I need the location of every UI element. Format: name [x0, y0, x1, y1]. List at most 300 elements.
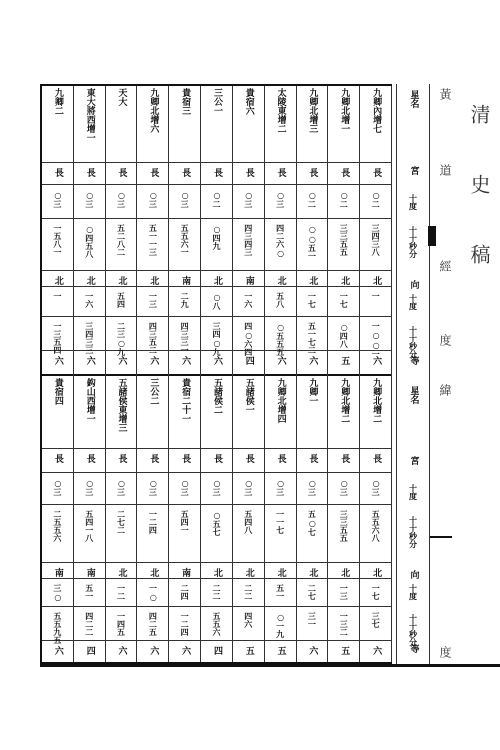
latitude-minsec	[328, 612, 359, 636]
latitude-direction-text: 北	[307, 568, 318, 577]
longitude-degree	[137, 190, 168, 208]
magnitude-grade	[106, 646, 137, 655]
latitude-direction-text: 南	[180, 568, 191, 577]
longitude-degree	[106, 478, 137, 496]
magnitude-grade	[360, 646, 391, 655]
magnitude-grade-text: 六	[371, 646, 382, 655]
label-lat-degree-lower: 十度	[408, 584, 419, 600]
palace-cell	[360, 454, 391, 463]
magnitude-grade	[201, 356, 232, 365]
latitude-direction	[265, 276, 296, 285]
latitude-degree-text: ○八	[211, 292, 222, 310]
longitude-degree	[233, 478, 264, 496]
magnitude-grade-text: 六	[148, 356, 159, 365]
latitude-degree	[328, 292, 359, 308]
latitude-minsec-text: ○五五五	[275, 322, 286, 356]
latitude-minsec	[74, 322, 105, 354]
star-name-text: 九卿北增一	[339, 88, 350, 133]
latitude-minsec	[265, 322, 296, 356]
star-name-text: 貴宿三	[180, 88, 191, 115]
palace-cell	[360, 168, 391, 177]
magnitude-grade	[74, 356, 105, 365]
star-table	[42, 86, 392, 662]
latitude-direction	[201, 276, 232, 285]
palace-cell-text: 長	[339, 168, 350, 177]
longitude-minsec-text: ○○五一	[307, 224, 318, 260]
longitude-minsec	[137, 510, 168, 534]
palace-cell-text: 長	[371, 454, 382, 463]
longitude-degree-text: ○三	[52, 478, 63, 496]
latitude-minsec-text: ○四八	[339, 322, 350, 348]
latitude-degree	[360, 584, 391, 600]
magnitude-grade	[42, 646, 73, 655]
latitude-direction	[74, 276, 105, 285]
palace-cell-text: 長	[307, 454, 318, 463]
magnitude-grade	[169, 356, 200, 365]
bottom-rule	[40, 664, 500, 667]
magnitude-grade	[265, 646, 296, 655]
longitude-degree-text: ○三	[339, 478, 350, 496]
magnitude-grade-text: 五	[243, 646, 254, 655]
star-column	[137, 86, 169, 662]
magnitude-grade	[233, 646, 264, 655]
palace-cell-text: 長	[148, 168, 159, 177]
star-column	[328, 86, 360, 662]
latitude-minsec	[297, 322, 328, 354]
label-lat-minsec-lower: 十十秒分	[408, 614, 419, 646]
latitude-degree	[74, 584, 105, 600]
longitude-minsec-text: 五○七	[307, 510, 318, 536]
latitude-direction	[233, 276, 264, 285]
latitude-direction	[42, 568, 73, 577]
star-column	[74, 86, 106, 662]
latitude-direction	[106, 568, 137, 577]
latitude-minsec	[297, 612, 328, 628]
star-name	[297, 88, 328, 133]
label-minsec-lower: 十十秒分	[408, 516, 419, 548]
latitude-direction	[137, 276, 168, 285]
latitude-degree	[297, 292, 328, 308]
longitude-degree	[106, 190, 137, 208]
latitude-degree	[297, 584, 328, 600]
longitude-degree	[265, 478, 296, 496]
longitude-minsec	[233, 224, 264, 256]
magnitude-grade	[265, 356, 296, 365]
longitude-degree	[297, 478, 328, 496]
palace-cell-text: 長	[275, 454, 286, 463]
magnitude-grade-text: 六	[180, 356, 191, 365]
longitude-degree	[297, 190, 328, 208]
magnitude-grade-text: 六	[180, 646, 191, 655]
label-palace-upper: 宮	[408, 166, 419, 175]
star-name	[169, 378, 200, 423]
magnitude-grade	[297, 646, 328, 655]
latitude-minsec-text: 五一七二	[307, 322, 318, 354]
star-name	[360, 378, 391, 423]
margin-black-mark	[428, 226, 436, 246]
latitude-degree-text: 一○	[148, 584, 159, 602]
star-column	[297, 86, 329, 662]
longitude-minsec	[201, 510, 232, 536]
palace-cell	[137, 168, 168, 177]
star-name	[201, 378, 232, 414]
palace-cell	[42, 454, 73, 463]
latitude-degree-text: 一三	[148, 292, 159, 308]
latitude-degree-text: 五四	[116, 292, 127, 308]
side-label-top: 黃	[438, 88, 452, 100]
side-label-du: 度	[438, 334, 452, 346]
longitude-minsec-text: ○五七	[211, 510, 222, 536]
side-heading-column	[434, 84, 494, 664]
latitude-degree	[106, 584, 137, 600]
side-label-wei: 緯	[438, 384, 452, 396]
palace-cell	[328, 454, 359, 463]
longitude-degree-text: ○三	[275, 478, 286, 496]
longitude-degree	[137, 478, 168, 496]
palace-cell-text: 長	[339, 454, 350, 463]
palace-cell	[297, 454, 328, 463]
magnitude-grade-text: 五	[339, 646, 350, 655]
longitude-degree-text: ○三	[84, 478, 95, 496]
latitude-direction	[233, 568, 264, 577]
star-name	[137, 88, 168, 133]
star-name-text: 五諸侯二	[211, 378, 222, 414]
longitude-degree-text: ○三	[211, 478, 222, 496]
palace-cell	[106, 168, 137, 177]
latitude-degree-text: 二九	[180, 292, 191, 308]
latitude-direction-text: 北	[275, 276, 286, 285]
latitude-minsec-text: 三四三三	[84, 322, 95, 354]
star-name	[233, 88, 264, 115]
latitude-degree	[42, 292, 73, 300]
margin-title-gao: 稿	[467, 244, 491, 264]
latitude-degree-text: 五一	[84, 584, 95, 600]
longitude-degree-text: ○三	[243, 190, 254, 208]
latitude-degree	[233, 292, 264, 308]
palace-cell	[169, 168, 200, 177]
magnitude-grade-text: 六	[148, 646, 159, 655]
longitude-minsec	[74, 224, 105, 258]
longitude-minsec	[265, 510, 296, 534]
latitude-minsec	[106, 612, 137, 636]
latitude-direction	[201, 568, 232, 577]
palace-cell-text: 長	[211, 168, 222, 177]
label-palace-lower: 宮	[408, 456, 419, 465]
latitude-direction	[106, 276, 137, 285]
longitude-degree-text: ○三	[116, 190, 127, 208]
magnitude-grade-text: 六	[275, 356, 286, 365]
latitude-direction	[360, 568, 391, 577]
star-name	[328, 378, 359, 423]
longitude-degree-text: ○三	[180, 478, 191, 496]
latitude-degree-text: 一七	[307, 292, 318, 308]
label-minsec-upper: 十十秒分	[408, 226, 419, 258]
magnitude-grade-text: 四	[211, 646, 222, 655]
magnitude-grade	[137, 356, 168, 365]
longitude-minsec-text: 二五五六	[52, 510, 63, 542]
star-name-text: 鈎山西增一	[84, 378, 95, 423]
longitude-degree-text: ○三	[243, 478, 254, 496]
longitude-minsec-text: 一一七	[275, 510, 286, 534]
star-name-text: 九卿一	[307, 378, 318, 405]
latitude-direction-text: 南	[243, 276, 254, 285]
star-column	[42, 86, 74, 662]
magnitude-grade	[201, 646, 232, 655]
latitude-minsec-text: 四三三一	[180, 322, 191, 354]
longitude-degree	[201, 478, 232, 496]
palace-cell	[137, 454, 168, 463]
magnitude-grade-text: 六	[211, 356, 222, 365]
label-grade-lower: 等	[408, 644, 419, 653]
latitude-degree-text: 二二	[243, 584, 254, 600]
longitude-degree	[201, 190, 232, 208]
longitude-minsec	[42, 224, 73, 256]
palace-cell	[297, 168, 328, 177]
longitude-minsec	[42, 510, 73, 542]
palace-cell-text: 長	[371, 168, 382, 177]
star-name-text: 貴宿四	[52, 378, 63, 405]
latitude-degree	[265, 292, 296, 308]
longitude-degree-text: ○三	[180, 190, 191, 208]
longitude-degree-text: ○二	[211, 190, 222, 208]
magnitude-grade-text: 四	[84, 646, 95, 655]
latitude-direction-text: 北	[211, 276, 222, 285]
longitude-minsec	[169, 510, 200, 534]
longitude-minsec	[360, 510, 391, 542]
longitude-degree-text: ○三	[52, 190, 63, 208]
latitude-direction	[169, 568, 200, 577]
magnitude-grade	[328, 356, 359, 365]
latitude-minsec-text: 三四○九	[211, 322, 222, 356]
label-star-name-upper: 星名	[408, 90, 419, 108]
star-name	[265, 378, 296, 423]
latitude-minsec	[42, 322, 73, 354]
latitude-direction-text: 南	[180, 276, 191, 285]
longitude-minsec-text: 四三四三	[243, 224, 254, 256]
latitude-direction	[74, 568, 105, 577]
palace-cell-text: 長	[52, 168, 63, 177]
star-name-text: 九卿內增七	[371, 88, 382, 133]
longitude-minsec	[297, 510, 328, 536]
longitude-degree	[328, 190, 359, 208]
palace-cell	[74, 168, 105, 177]
palace-cell	[201, 168, 232, 177]
latitude-degree-text: 一二	[116, 584, 127, 600]
longitude-degree	[360, 190, 391, 208]
star-name-text: 九卿二	[52, 88, 63, 115]
longitude-minsec-text: 五四一八	[84, 510, 95, 542]
latitude-minsec	[328, 322, 359, 348]
longitude-degree	[328, 478, 359, 496]
latitude-direction	[265, 568, 296, 577]
latitude-degree-text: 五一	[275, 584, 286, 600]
latitude-direction	[360, 276, 391, 285]
latitude-direction-text: 北	[116, 276, 127, 285]
latitude-degree	[328, 584, 359, 600]
longitude-minsec-text: 五一一三	[148, 224, 159, 256]
star-column	[233, 86, 265, 662]
star-name	[106, 88, 137, 106]
magnitude-grade-text: 四	[243, 356, 254, 365]
magnitude-grade	[106, 356, 137, 365]
latitude-minsec-text: 四二二	[84, 612, 95, 636]
palace-cell-text: 長	[52, 454, 63, 463]
longitude-minsec	[233, 510, 264, 534]
longitude-degree	[360, 478, 391, 496]
latitude-minsec-text: 三一	[307, 612, 318, 628]
latitude-minsec-text: 一三二	[339, 612, 350, 636]
latitude-degree	[233, 584, 264, 600]
latitude-minsec-text: 四三五二	[148, 322, 159, 354]
latitude-direction-text: 北	[211, 568, 222, 577]
star-name-text: 九卿北增六	[148, 88, 159, 133]
latitude-minsec	[137, 322, 168, 354]
longitude-minsec-text: ○四九	[211, 224, 222, 250]
latitude-minsec	[169, 612, 200, 636]
latitude-degree-text: 一	[371, 292, 382, 300]
latitude-degree-text: 三○	[52, 584, 63, 602]
latitude-direction-text: 北	[307, 276, 318, 285]
palace-cell-text: 長	[180, 454, 191, 463]
latitude-degree-text: 一七	[371, 584, 382, 600]
longitude-minsec-text: ○四五八	[84, 224, 95, 258]
latitude-direction-text: 北	[52, 276, 63, 285]
longitude-minsec-text: 五五六八	[371, 510, 382, 542]
margin-dash	[430, 536, 452, 538]
longitude-minsec	[74, 510, 105, 542]
latitude-degree-text: 二二	[211, 584, 222, 600]
longitude-minsec	[106, 510, 137, 534]
latitude-degree-text: 二七	[307, 584, 318, 600]
longitude-minsec	[360, 224, 391, 256]
latitude-direction-text: 北	[243, 568, 254, 577]
longitude-degree	[74, 478, 105, 496]
longitude-minsec	[201, 224, 232, 250]
side-label-jing: 經	[438, 260, 452, 272]
star-name	[360, 88, 391, 133]
latitude-degree	[265, 584, 296, 600]
latitude-degree	[42, 584, 73, 602]
latitude-minsec-text: 二三○九	[116, 322, 127, 356]
latitude-degree-text: 一	[52, 292, 63, 300]
longitude-degree	[42, 190, 73, 208]
margin-title-qing: 清	[467, 104, 491, 124]
palace-cell	[233, 454, 264, 463]
palace-cell-text: 長	[243, 168, 254, 177]
label-degree-lower: 十度	[408, 484, 419, 500]
palace-cell	[265, 454, 296, 463]
latitude-degree	[137, 292, 168, 308]
longitude-degree-text: ○三	[148, 190, 159, 208]
star-name	[137, 378, 168, 405]
label-grade-upper: 等	[408, 356, 419, 365]
palace-cell-text: 長	[307, 168, 318, 177]
longitude-degree-text: ○三	[307, 478, 318, 496]
label-star-name-lower: 星名	[408, 386, 419, 404]
longitude-degree	[265, 190, 296, 208]
latitude-minsec-text: ○一九	[275, 612, 286, 638]
star-name-text: 五諸侯東增三	[116, 378, 127, 432]
longitude-minsec-text: 五四八	[243, 510, 254, 534]
star-name-text: 五諸侯一	[243, 378, 254, 414]
magnitude-grade	[233, 356, 264, 365]
star-name-text: 東大將西增一	[84, 88, 95, 142]
longitude-minsec	[328, 510, 359, 542]
latitude-degree	[201, 584, 232, 600]
latitude-minsec-text: 一二四	[180, 612, 191, 636]
longitude-minsec	[169, 224, 200, 256]
latitude-degree	[201, 292, 232, 310]
palace-cell	[42, 168, 73, 177]
palace-cell-text: 長	[84, 168, 95, 177]
latitude-minsec	[74, 612, 105, 636]
latitude-minsec	[42, 612, 73, 644]
star-name	[106, 378, 137, 432]
star-name	[297, 378, 328, 405]
longitude-minsec-text: 二七二	[116, 510, 127, 534]
star-column	[169, 86, 201, 662]
star-name	[233, 378, 264, 414]
margin-title-shi: 史	[467, 174, 491, 194]
latitude-direction	[297, 276, 328, 285]
star-name	[328, 88, 359, 133]
star-name-text: 九卿北增四	[275, 378, 286, 423]
latitude-degree-text: 一六	[84, 292, 95, 308]
latitude-minsec	[169, 322, 200, 354]
star-name	[265, 88, 296, 133]
longitude-degree-text: ○三	[148, 478, 159, 496]
magnitude-grade-text: 五	[339, 356, 350, 365]
star-name	[74, 88, 105, 142]
magnitude-grade-text: 六	[116, 356, 127, 365]
latitude-direction-text: 北	[339, 568, 350, 577]
magnitude-grade	[137, 646, 168, 655]
palace-cell-text: 長	[211, 454, 222, 463]
longitude-degree	[74, 190, 105, 208]
longitude-minsec-text: 五四一	[180, 510, 191, 534]
palace-cell	[106, 454, 137, 463]
star-name	[42, 378, 73, 405]
latitude-direction-text: 南	[84, 568, 95, 577]
magnitude-grade-text: 六	[52, 646, 63, 655]
latitude-minsec-text: 五五九五	[52, 612, 63, 644]
palace-cell	[74, 454, 105, 463]
longitude-minsec-text: 五二八二	[116, 224, 127, 256]
latitude-degree-text: 一六	[243, 292, 254, 308]
star-name-text: 九卿北增三	[307, 88, 318, 133]
magnitude-grade-text: 六	[52, 356, 63, 365]
latitude-direction-text: 北	[148, 568, 159, 577]
longitude-minsec	[297, 224, 328, 260]
magnitude-grade	[360, 356, 391, 365]
longitude-degree-text: ○三	[371, 478, 382, 496]
side-label-bottom: 度	[438, 646, 452, 658]
longitude-minsec-text: 三三五五	[339, 224, 350, 256]
latitude-direction-text: 北	[371, 568, 382, 577]
longitude-degree	[169, 190, 200, 208]
palace-cell	[201, 454, 232, 463]
longitude-minsec	[328, 224, 359, 256]
star-name-text: 九卿北增二	[371, 378, 382, 423]
star-name-text: 天大	[116, 88, 127, 106]
magnitude-grade-text: 六	[307, 646, 318, 655]
latitude-degree	[169, 292, 200, 308]
star-name-text: 九卿北增二	[339, 378, 350, 423]
latitude-direction	[42, 276, 73, 285]
star-name-text: 貴宿二十一	[180, 378, 191, 423]
latitude-direction-text: 北	[339, 276, 350, 285]
star-column	[360, 86, 392, 662]
